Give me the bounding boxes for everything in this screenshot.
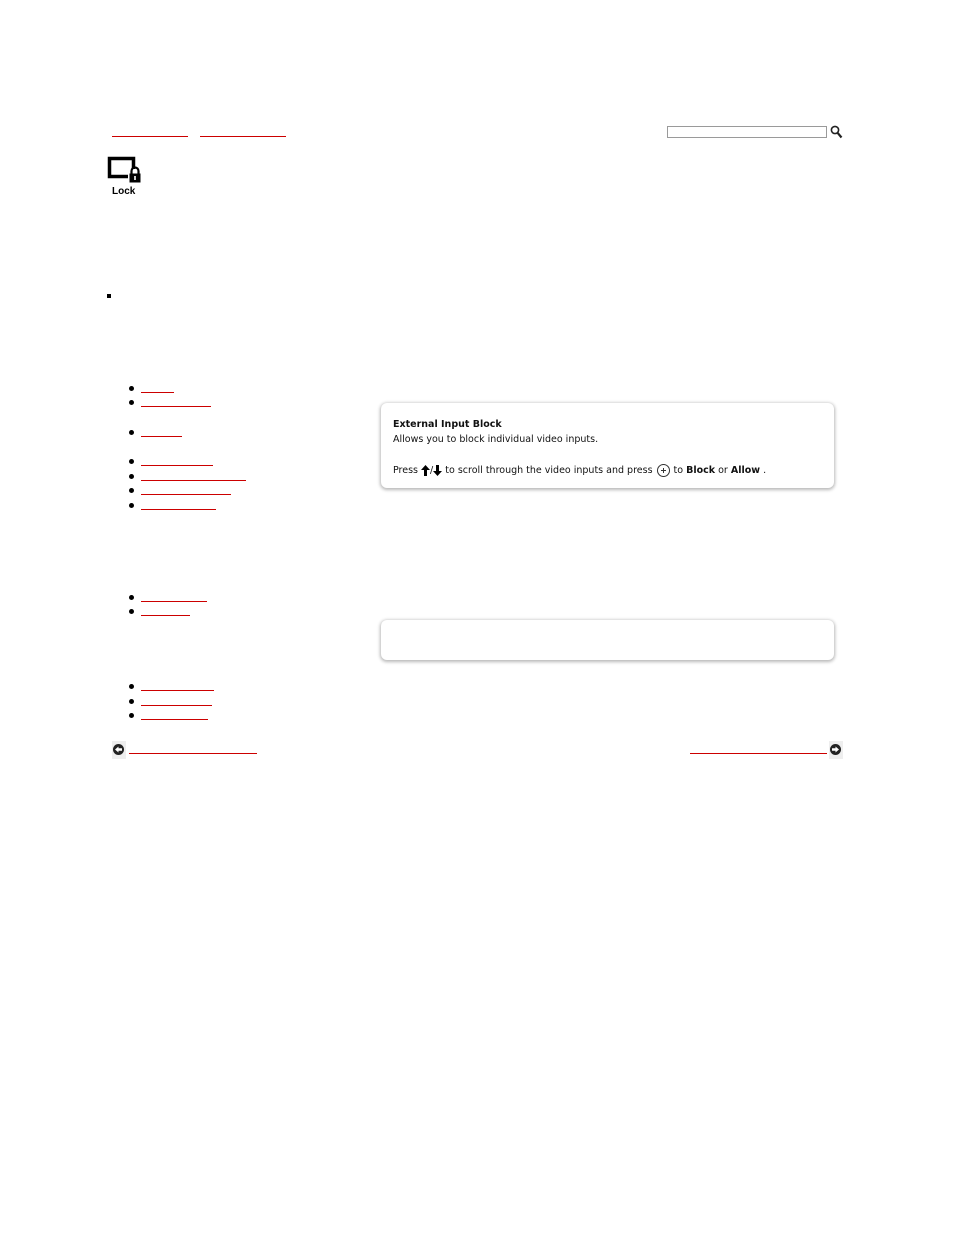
panel-title: External Input Block [393, 419, 502, 430]
panel-description: Allows you to block individual video inputs. [393, 434, 599, 445]
next-page-button[interactable] [829, 741, 843, 759]
external-input-block-panel [381, 403, 834, 488]
right-arrow-icon [830, 744, 841, 755]
instr-block: Block [686, 465, 716, 476]
search-input[interactable] [667, 126, 827, 138]
down-arrow-icon [433, 465, 442, 476]
search-icon [830, 125, 843, 139]
next-page-link[interactable] [690, 743, 827, 754]
list-link[interactable] [141, 606, 190, 616]
breadcrumb-link-2[interactable] [200, 126, 286, 137]
up-arrow-icon [421, 465, 430, 476]
instr-press: Press [393, 465, 419, 476]
square-bullet [107, 294, 111, 298]
list-link[interactable] [141, 397, 211, 407]
search-button[interactable] [830, 124, 843, 138]
list-link[interactable] [141, 471, 246, 481]
list-link[interactable] [141, 681, 214, 691]
instr-allow: Allow [730, 465, 761, 476]
list-link[interactable] [141, 485, 231, 495]
enter-button-icon [657, 464, 670, 477]
previous-page-link[interactable] [129, 743, 257, 754]
instr-end: . [763, 465, 767, 476]
left-arrow-icon [113, 744, 124, 755]
previous-page-button[interactable] [112, 741, 126, 759]
instr-or: or [718, 465, 728, 476]
instr-mid: to scroll through the video inputs and press [445, 465, 653, 476]
list-link[interactable] [141, 383, 174, 393]
list-link[interactable] [141, 592, 207, 602]
instr-to: to [673, 465, 684, 476]
list-link[interactable] [141, 427, 182, 437]
empty-panel [381, 620, 834, 660]
panel-instructions [393, 464, 766, 477]
breadcrumb-link-1[interactable] [112, 126, 188, 137]
list-link[interactable] [141, 710, 208, 720]
lock-label: Lock [112, 186, 136, 197]
list-link[interactable] [141, 696, 212, 706]
list-link[interactable] [141, 500, 216, 510]
list-link[interactable] [141, 456, 213, 466]
instr-slash: / [430, 465, 434, 476]
